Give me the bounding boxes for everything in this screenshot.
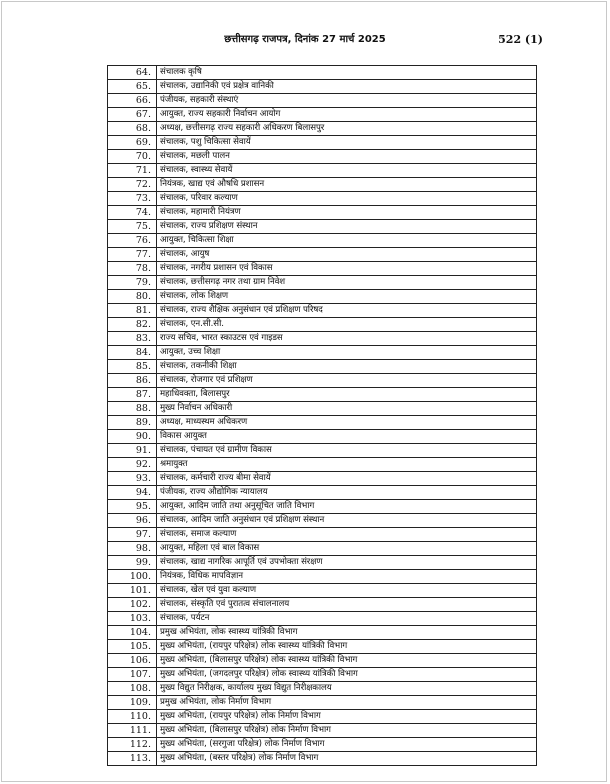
officer-designation: आयुक्त, उच्च शिक्षा [157, 346, 537, 360]
serial-number: 95. [108, 500, 157, 514]
officer-designation: नियंत्रक, विधिक मापविज्ञान [157, 570, 537, 584]
serial-number: 86. [108, 374, 157, 388]
officer-designation: विकास आयुक्त [157, 430, 537, 444]
serial-number: 106. [108, 654, 157, 668]
serial-number: 92. [108, 458, 157, 472]
serial-number: 94. [108, 486, 157, 500]
table-row [108, 304, 537, 318]
serial-number: 65. [108, 80, 157, 94]
table-row [108, 696, 537, 710]
officer-designation: संचालक कृषि [157, 66, 537, 80]
officer-designation: मुख्य अभियंता, (बस्तर परिक्षेत्र) लोक निर्माण विभाग [157, 752, 537, 766]
table-row [108, 360, 537, 374]
page-number: 522 (1) [498, 33, 543, 46]
officer-designation: संचालक, राज्य प्रशिक्षण संस्थान [157, 220, 537, 234]
table-row [108, 332, 537, 346]
table-row [108, 528, 537, 542]
table-row [108, 598, 537, 612]
table-row [108, 626, 537, 640]
table-row [108, 472, 537, 486]
officer-designation: संचालक, मछली पालन [157, 150, 537, 164]
officer-designation: आयुक्त, आदिम जाति तथा अनुसूचित जाति विभाग [157, 500, 537, 514]
serial-number: 69. [108, 136, 157, 150]
table-row [108, 668, 537, 682]
table-row [108, 206, 537, 220]
officer-designation: महाधिवक्ता, बिलासपुर [157, 388, 537, 402]
serial-number: 70. [108, 150, 157, 164]
officer-designation: संचालक, राज्य शैक्षिक अनुसंधान एवं प्रशिक्षण परिषद [157, 304, 537, 318]
officer-designation: अध्यक्ष, छत्तीसगढ़ राज्य सहकारी अधिकरण बिलासपुर [157, 122, 537, 136]
officer-designation: आयुक्त, राज्य सहकारी निर्वाचन आयोग [157, 108, 537, 122]
officer-designation: संचालक, खाद्य नागरिक आपूर्ति एवं उपभोक्ता संरक्षण [157, 556, 537, 570]
officer-designation: मुख्य अभियंता, (बिलासपुर परिक्षेत्र) लोक स्वास्थ्य यांत्रिकी विभाग [157, 654, 537, 668]
officer-designation: मुख्य अभियंता, (रायपुर परिक्षेत्र) लोक स्वास्थ्य यांत्रिकी विभाग [157, 640, 537, 654]
officer-designation: संचालक, छत्तीसगढ़ नगर तथा ग्राम निवेश [157, 276, 537, 290]
table-row [108, 388, 537, 402]
officer-designation: मुख्य विद्युत निरीक्षक, कार्यालय मुख्य विद्युत निरीक्षकालय [157, 682, 537, 696]
serial-number: 77. [108, 248, 157, 262]
serial-number: 100. [108, 570, 157, 584]
officer-designation: प्रमुख अभियंता, लोक स्वास्थ्य यांत्रिकी विभाग [157, 626, 537, 640]
serial-number: 87. [108, 388, 157, 402]
officer-designation: संचालक, पशु चिकित्सा सेवायें [157, 136, 537, 150]
serial-number: 66. [108, 94, 157, 108]
gazette-title: छत्तीसगढ़ राजपत्र, दिनांक 27 मार्च 2025 [224, 34, 386, 45]
officer-designation: प्रमुख अभियंता, लोक निर्माण विभाग [157, 696, 537, 710]
officer-designation: नियंत्रक, खाद्य एवं औषधि प्रशासन [157, 178, 537, 192]
table-row [108, 262, 537, 276]
officer-designation: मुख्य अभियंता, (सरगुजा परिक्षेत्र) लोक निर्माण विभाग [157, 738, 537, 752]
serial-number: 72. [108, 178, 157, 192]
table-row [108, 556, 537, 570]
officers-table-body [108, 66, 537, 766]
serial-number: 89. [108, 416, 157, 430]
officer-designation: संचालक, लोक शिक्षण [157, 290, 537, 304]
table-row [108, 710, 537, 724]
serial-number: 64. [108, 66, 157, 80]
table-row [108, 654, 537, 668]
serial-number: 107. [108, 668, 157, 682]
table-row [108, 290, 537, 304]
serial-number: 83. [108, 332, 157, 346]
serial-number: 108. [108, 682, 157, 696]
officer-designation: संचालक, पंचायत एवं ग्रामीण विकास [157, 444, 537, 458]
officer-designation: संचालक, संस्कृति एवं पुरातत्व संचालनालय [157, 598, 537, 612]
serial-number: 96. [108, 514, 157, 528]
table-row [108, 94, 537, 108]
serial-number: 74. [108, 206, 157, 220]
officer-designation: पंजीयक, सहकारी संस्थाएं [157, 94, 537, 108]
table-row [108, 416, 537, 430]
officer-designation: संचालक, एन.सी.सी. [157, 318, 537, 332]
table-row [108, 150, 537, 164]
serial-number: 67. [108, 108, 157, 122]
serial-number: 98. [108, 542, 157, 556]
officer-designation: आयुक्त, महिला एवं बाल विकास [157, 542, 537, 556]
serial-number: 88. [108, 402, 157, 416]
officer-designation: संचालक, परिवार कल्याण [157, 192, 537, 206]
officer-designation: अध्यक्ष, माध्यस्थम अधिकरण [157, 416, 537, 430]
table-row [108, 108, 537, 122]
serial-number: 73. [108, 192, 157, 206]
serial-number: 111. [108, 724, 157, 738]
serial-number: 68. [108, 122, 157, 136]
officer-designation: संचालक, खेल एवं युवा कल्याण [157, 584, 537, 598]
officer-designation: संचालक, आयुष [157, 248, 537, 262]
officer-designation: पंजीयक, राज्य औद्योगिक न्यायालय [157, 486, 537, 500]
table-row [108, 346, 537, 360]
serial-number: 71. [108, 164, 157, 178]
table-row [108, 612, 537, 626]
officer-designation: संचालक, आदिम जाति अनुसंधान एवं प्रशिक्षण संस्थान [157, 514, 537, 528]
serial-number: 93. [108, 472, 157, 486]
table-row [108, 66, 537, 80]
serial-number: 90. [108, 430, 157, 444]
table-row [108, 458, 537, 472]
table-row [108, 514, 537, 528]
table-row [108, 752, 537, 766]
table-row [108, 234, 537, 248]
table-row [108, 724, 537, 738]
serial-number: 91. [108, 444, 157, 458]
serial-number: 112. [108, 738, 157, 752]
officer-designation: संचालक, नगरीय प्रशासन एवं विकास [157, 262, 537, 276]
serial-number: 76. [108, 234, 157, 248]
officer-designation: श्रमायुक्त [157, 458, 537, 472]
table-row [108, 122, 537, 136]
table-row [108, 136, 537, 150]
table-row [108, 738, 537, 752]
table-row [108, 374, 537, 388]
serial-number: 85. [108, 360, 157, 374]
serial-number: 75. [108, 220, 157, 234]
officer-designation: मुख्य निर्वाचन अधिकारी [157, 402, 537, 416]
table-row [108, 682, 537, 696]
table-row [108, 444, 537, 458]
serial-number: 103. [108, 612, 157, 626]
table-row [108, 640, 537, 654]
officer-designation: संचालक, समाज कल्याण [157, 528, 537, 542]
officer-designation: संचालक, स्वास्थ्य सेवायें [157, 164, 537, 178]
table-row [108, 164, 537, 178]
serial-number: 104. [108, 626, 157, 640]
table-row [108, 248, 537, 262]
officer-designation: संचालक, उद्यानिकी एवं प्रक्षेत्र वानिकी [157, 80, 537, 94]
table-row [108, 486, 537, 500]
table-row [108, 192, 537, 206]
serial-number: 99. [108, 556, 157, 570]
serial-number: 78. [108, 262, 157, 276]
table-row [108, 318, 537, 332]
serial-number: 79. [108, 276, 157, 290]
officer-designation: मुख्य अभियंता, (रायपुर परिक्षेत्र) लोक निर्माण विभाग [157, 710, 537, 724]
table-row [108, 570, 537, 584]
officers-table [107, 65, 537, 766]
table-row [108, 542, 537, 556]
serial-number: 84. [108, 346, 157, 360]
officer-designation: मुख्य अभियंता, (जगदलपुर परिक्षेत्र) लोक स्वास्थ्य यांत्रिकी विभाग [157, 668, 537, 682]
officer-designation: संचालक, रोजगार एवं प्रशिक्षण [157, 374, 537, 388]
table-row [108, 178, 537, 192]
table-row [108, 220, 537, 234]
table-row [108, 584, 537, 598]
serial-number: 101. [108, 584, 157, 598]
officer-designation: संचालक, तकनीकी शिक्षा [157, 360, 537, 374]
table-row [108, 402, 537, 416]
serial-number: 102. [108, 598, 157, 612]
table-row [108, 276, 537, 290]
table-row [108, 430, 537, 444]
officer-designation: संचालक, पर्यटन [157, 612, 537, 626]
officer-designation: संचालक, महामारी नियंत्रण [157, 206, 537, 220]
serial-number: 81. [108, 304, 157, 318]
table-row [108, 80, 537, 94]
officer-designation: संचालक, कर्मचारी राज्य बीमा सेवायें [157, 472, 537, 486]
serial-number: 105. [108, 640, 157, 654]
serial-number: 97. [108, 528, 157, 542]
officer-designation: राज्य सचिव, भारत स्काउटस एवं गाइडस [157, 332, 537, 346]
serial-number: 110. [108, 710, 157, 724]
gazette-header [0, 32, 610, 48]
table-row [108, 500, 537, 514]
serial-number: 82. [108, 318, 157, 332]
serial-number: 113. [108, 752, 157, 766]
officer-designation: आयुक्त, चिकित्सा शिक्षा [157, 234, 537, 248]
serial-number: 80. [108, 290, 157, 304]
officer-designation: मुख्य अभियंता, (बिलासपुर परिक्षेत्र) लोक निर्माण विभाग [157, 724, 537, 738]
serial-number: 109. [108, 696, 157, 710]
